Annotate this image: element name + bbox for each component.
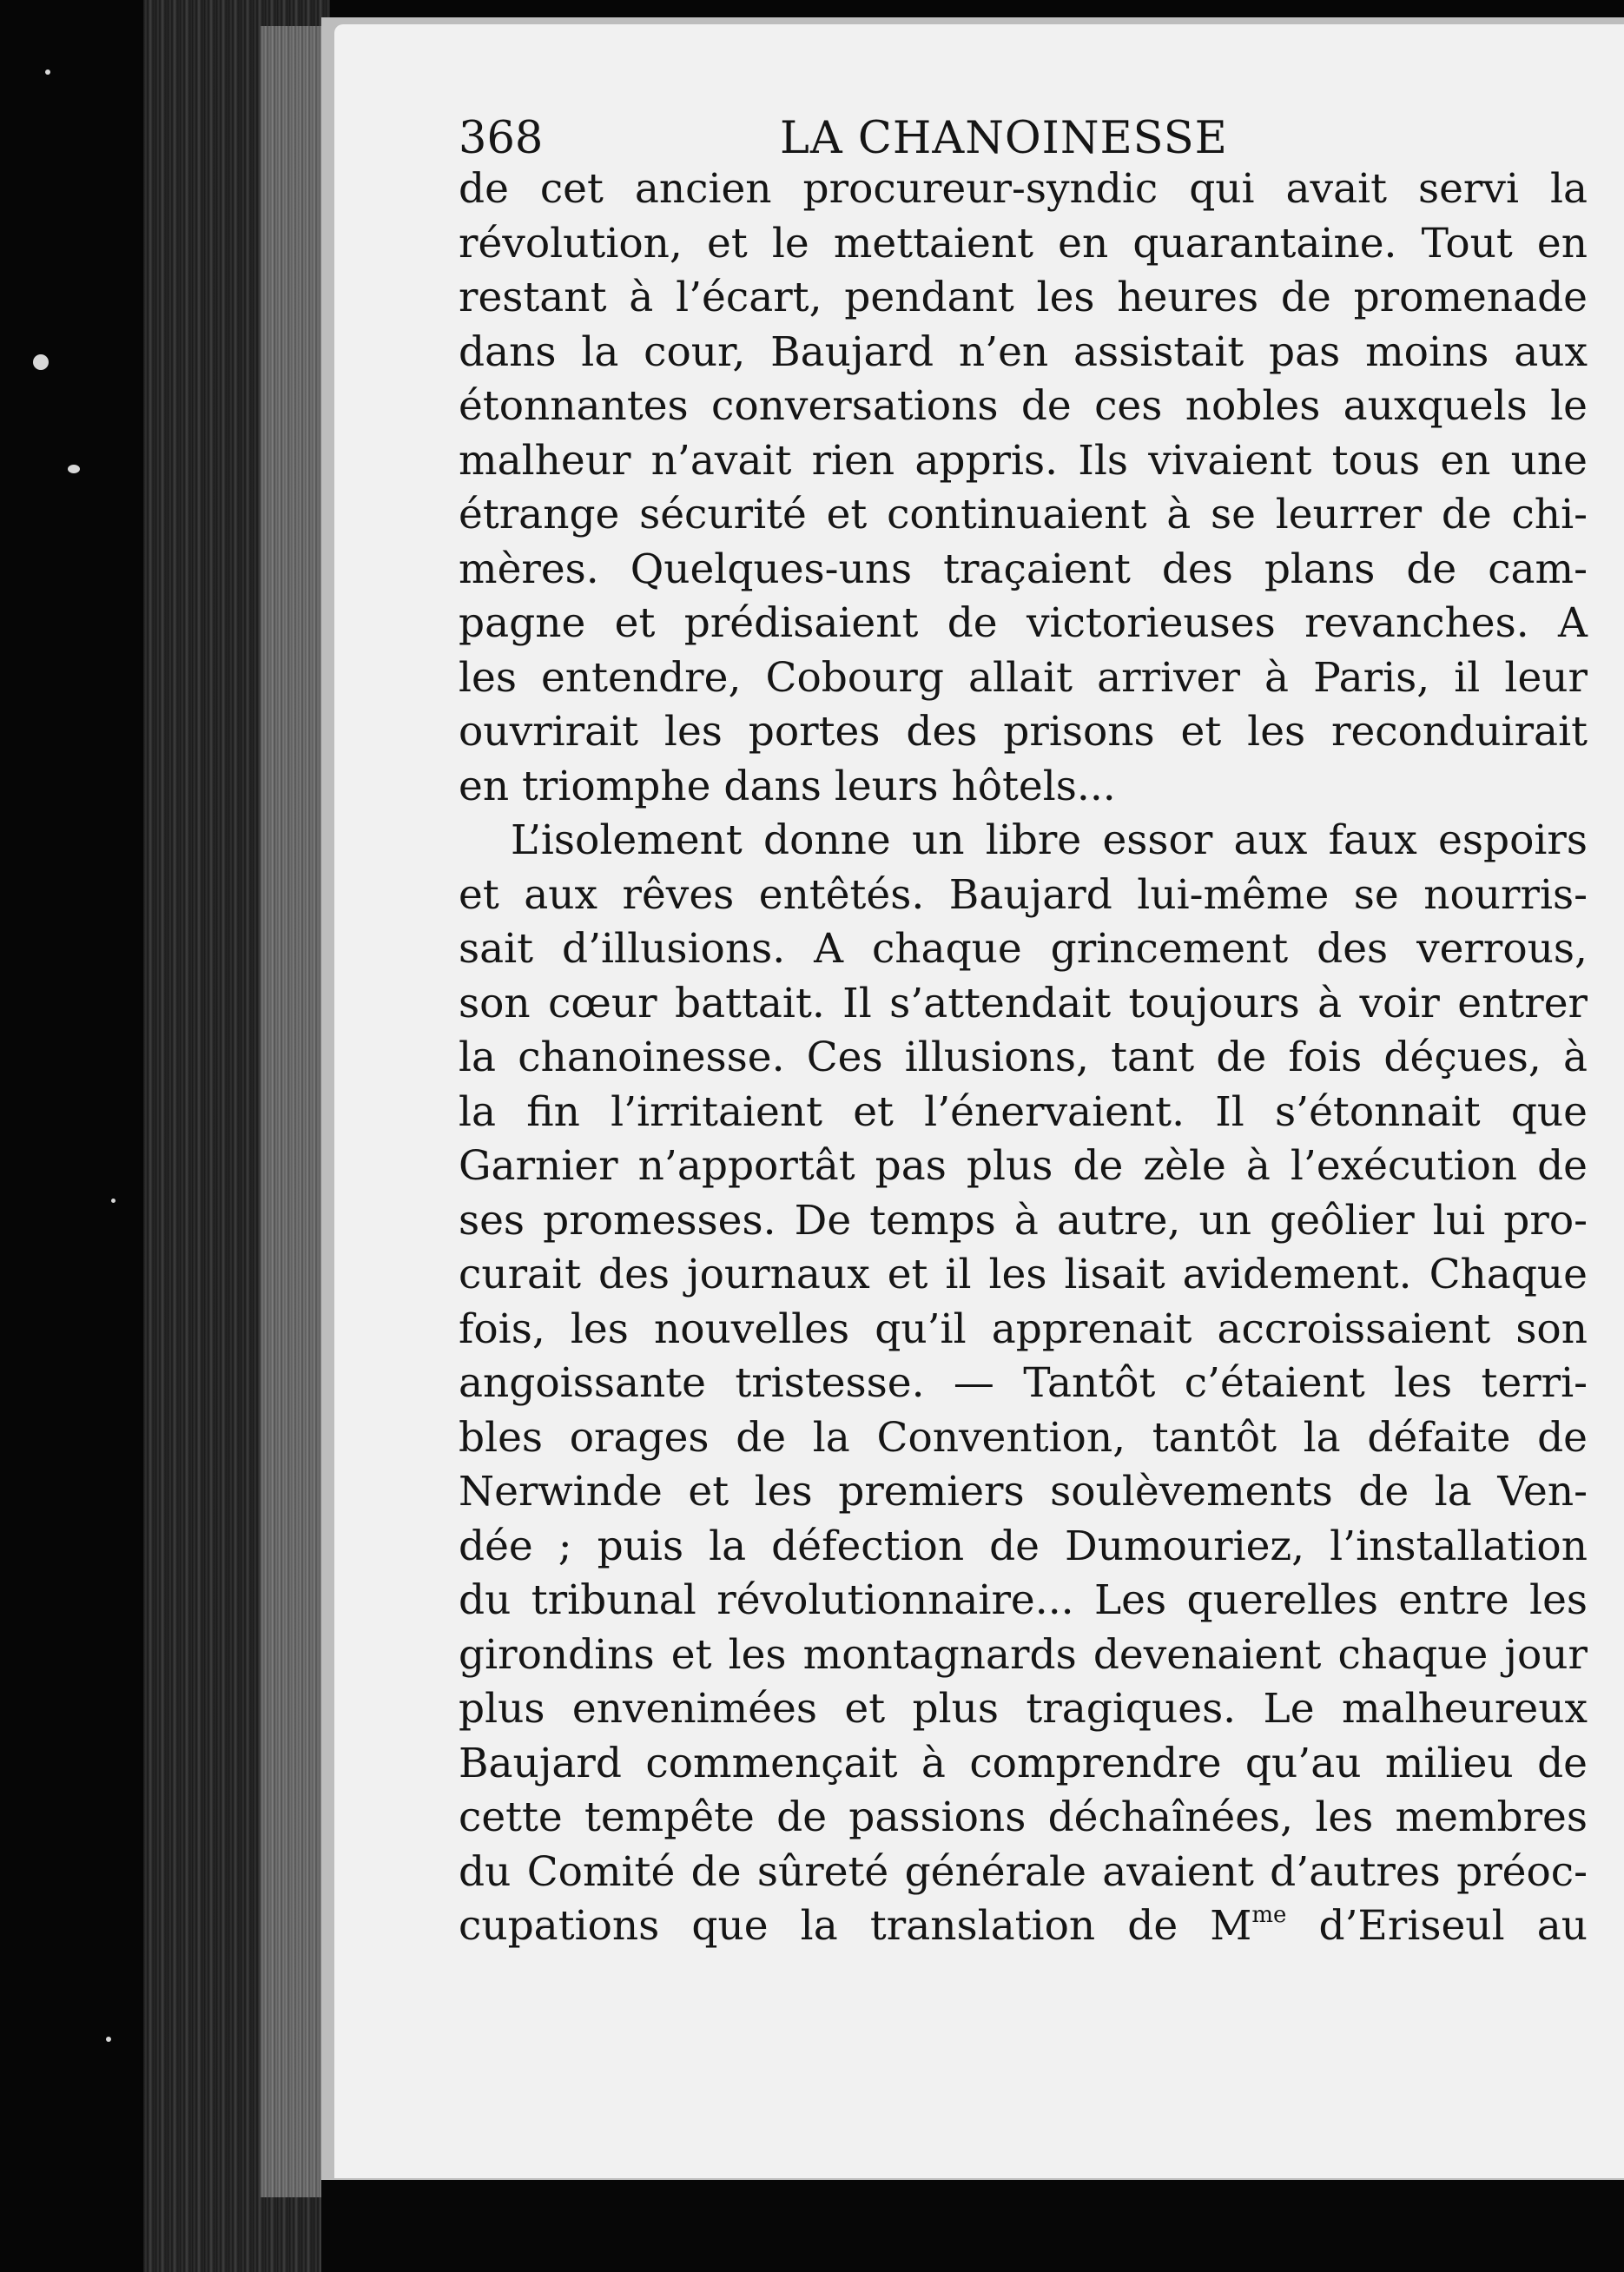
text-line: angoissante tristesse. — Tantôt c’étaient les terri- — [459, 1359, 1588, 1407]
text-line: étrange sécurité et continuaient à se leurrer de chi- — [459, 491, 1588, 538]
text-line: les entendre, Cobourg allait arriver à Paris, il leur — [459, 653, 1588, 702]
scan-speck — [45, 69, 50, 75]
final-line-start: cupations que la translation de M — [459, 1902, 1252, 1950]
text-line: Nerwinde et les premiers soulèvements de la Ven- — [459, 1468, 1588, 1516]
text-line: Baujard commençait à comprendre qu’au milieu de — [459, 1739, 1588, 1787]
running-title: LA CHANOINESSE — [780, 113, 1228, 164]
text-line: sait d’illusions. A chaque grincement des verrous, — [459, 925, 1588, 973]
running-head — [459, 109, 1588, 169]
text-line: du Comité de sûreté générale avaient d’autres préoc- — [459, 1847, 1588, 1896]
text-line: malheur n’avait rien appris. Ils vivaient tous en une — [459, 436, 1588, 485]
text-line: bles orages de la Convention, tantôt la défaite de — [459, 1413, 1588, 1462]
scan-speck — [33, 354, 49, 370]
body-text — [459, 162, 1588, 1954]
text-line: cette tempête de passions déchaînées, les membres — [459, 1793, 1588, 1841]
text-line: la fin l’irritaient et l’énervaient. Il s’étonnait que — [459, 1087, 1588, 1136]
paragraph-start-line: L’isolement donne un libre essor aux faux espoirs — [511, 816, 1588, 864]
book-page-edges-highlight — [261, 26, 321, 2197]
superscript-abbreviation: me — [1251, 1902, 1287, 1928]
scan-speck — [68, 465, 80, 473]
final-line-end: d’Eriseul au — [1286, 1902, 1588, 1950]
bottom-shadow — [321, 2180, 1624, 2272]
text-line: révolution, et le mettaient en quarantaine. Tout en — [459, 219, 1588, 267]
text-line: restant à l’écart, pendant les heures de promenade — [459, 274, 1588, 321]
text-line: pagne et prédisaient de victorieuses revanches. A — [459, 599, 1588, 647]
page-text — [459, 109, 1588, 1954]
text-line: Garnier n’apportât pas plus de zèle à l’exécution de — [459, 1142, 1588, 1190]
text-line: fois, les nouvelles qu’il apprenait accroissaient son — [459, 1304, 1588, 1353]
text-line-final — [459, 1899, 1588, 1954]
page-number: 368 — [459, 113, 544, 164]
text-line: mères. Quelques-uns traçaient des plans de cam- — [459, 545, 1588, 593]
text-line: dans la cour, Baujard n’en assistait pas moins aux — [459, 327, 1588, 376]
text-line: dée ; puis la défection de Dumouriez, l’installation — [459, 1522, 1588, 1570]
scan-speck — [111, 1199, 116, 1203]
text-line: ouvrirait les portes des prisons et les reconduirait — [459, 708, 1588, 756]
text-line: la chanoinesse. Ces illusions, tant de fois déçues, à — [459, 1034, 1588, 1081]
paragraph-end-line: en triomphe dans leurs hôtels... — [459, 762, 1116, 810]
text-line: girondins et les montagnards devenaient chaque jour — [459, 1630, 1588, 1679]
text-line: de cet ancien procureur-syndic qui avait servi la — [459, 165, 1588, 213]
text-line: et aux rêves entêtés. Baujard lui-même se nourris- — [459, 870, 1588, 919]
text-line: plus envenimées et plus tragiques. Le malheureux — [459, 1685, 1588, 1733]
text-line: curait des journaux et il les lisait avidement. Chaque — [459, 1251, 1588, 1298]
text-line: ses promesses. De temps à autre, un geôlier lui pro- — [459, 1196, 1588, 1245]
scan-speck — [106, 2037, 111, 2042]
text-line: du tribunal révolutionnaire... Les querelles entre les — [459, 1576, 1588, 1624]
text-line: étonnantes conversations de ces nobles auxquels le — [459, 382, 1588, 430]
text-line: son cœur battait. Il s’attendait toujours à voir entrer — [459, 979, 1588, 1027]
